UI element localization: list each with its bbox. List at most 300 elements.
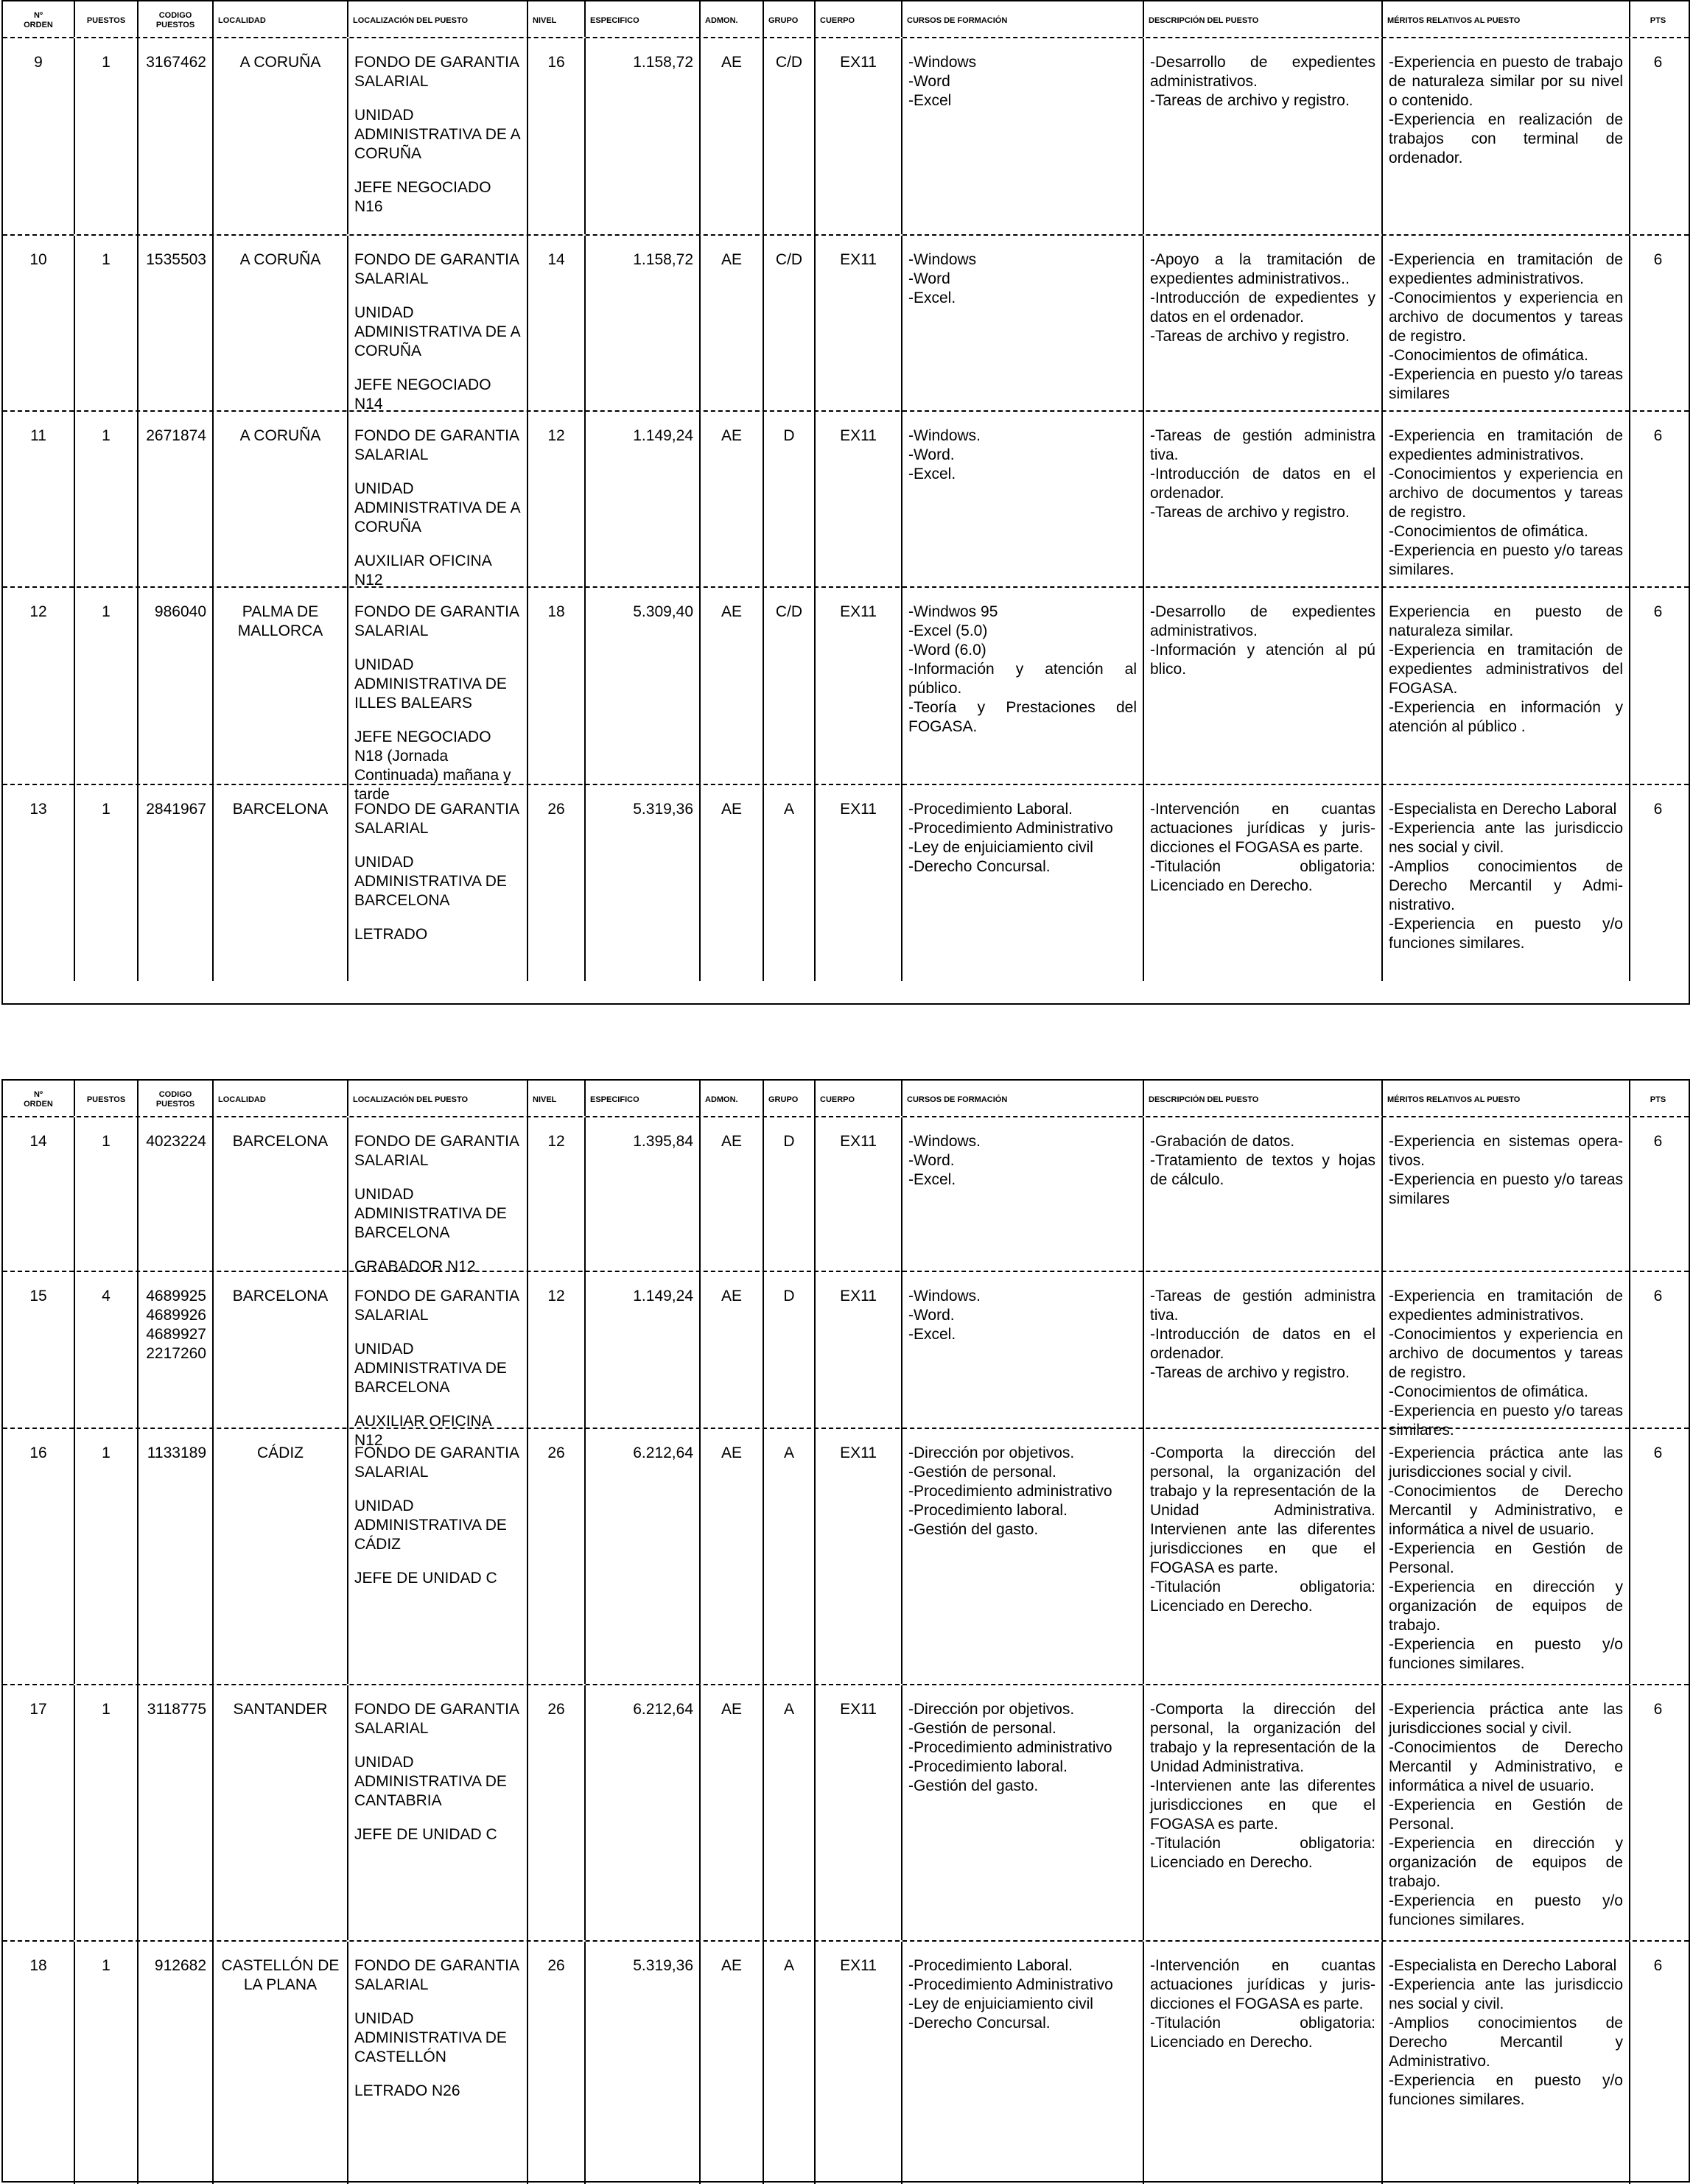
cuerpo-cell — [816, 1272, 902, 1453]
meritos-cell — [1383, 412, 1630, 593]
puestos-cell — [75, 1685, 139, 1940]
grupo-cell — [764, 588, 816, 807]
orden-value: 9 — [34, 54, 43, 71]
header-cuerpo: CUERPO — [816, 1081, 902, 1116]
puestos-value: 1 — [102, 603, 111, 620]
especifico-value: 1.395,84 — [633, 1133, 693, 1150]
header-localidad: LOCALIDAD — [214, 1081, 348, 1116]
cursos-cell — [902, 1117, 1144, 1279]
orden-cell — [3, 1685, 75, 1940]
localizacion-puesto: JEFE DE UNIDAD C — [354, 1826, 497, 1843]
descripcion-item: -Titulación obligatoria: Licenciado en Derecho. — [1150, 858, 1375, 894]
codigo-cell — [139, 38, 214, 234]
merito-item: -Conocimientos de ofimática. — [1389, 523, 1588, 540]
codigo-cell — [139, 1942, 214, 2184]
orden-value: 14 — [29, 1133, 47, 1150]
meritos-cell — [1383, 236, 1630, 417]
especifico-value: 5.319,36 — [633, 801, 693, 818]
localizacion-cell — [348, 1117, 528, 1279]
nivel-value: 26 — [547, 1701, 565, 1718]
descripcion-item: -Comporta la dirección del personal, la organización del trabajo y la representación de la Unidad Administrativa. — [1150, 1701, 1375, 1775]
table-row — [3, 236, 1689, 412]
codigo-value: 986040 — [154, 603, 206, 620]
especifico-cell — [586, 1429, 701, 1684]
localidad-cell — [214, 785, 348, 981]
especifico-value: 1.149,24 — [633, 1288, 693, 1305]
descripcion-item: -Apoyo a la tramitación de expedientes administrativos.. — [1150, 251, 1375, 287]
pts-value: 6 — [1653, 1957, 1663, 1974]
header-codigo: CODIGO PUESTOS — [139, 1, 214, 37]
admon-cell — [701, 1942, 764, 2184]
pts-value: 6 — [1653, 251, 1663, 268]
curso-item: -Windwos 95 — [908, 603, 998, 620]
orden-cell — [3, 236, 75, 417]
grupo-cell — [764, 1685, 816, 1940]
puestos-value: 1 — [102, 54, 111, 71]
descripcion-item: -Desarrollo de expedientes administrativos. — [1150, 603, 1375, 639]
admon-value: AE — [721, 801, 742, 818]
curso-item: -Procedimiento administrativo — [908, 1739, 1112, 1756]
curso-item: -Ley de enjuiciamiento civil — [908, 839, 1093, 856]
localizacion-cell — [348, 1942, 528, 2184]
curso-item: -Procedimiento Laboral. — [908, 801, 1073, 818]
nivel-cell — [528, 1117, 586, 1279]
grupo-value: A — [783, 801, 794, 818]
localidad-cell — [214, 412, 348, 593]
orden-value: 15 — [29, 1288, 47, 1305]
localizacion-cell — [348, 1429, 528, 1684]
localizacion-unidad: UNIDAD ADMINISTRATIVA DE CANTABRIA — [354, 1754, 507, 1809]
pts-cell — [1630, 785, 1686, 981]
merito-item: -Experiencia en puesto y/o funciones similares. — [1389, 2072, 1623, 2108]
descripcion-cell — [1144, 236, 1383, 417]
orden-value: 18 — [29, 1957, 47, 1974]
merito-item: -Conocimientos y experiencia en archivo de documentos y tareas de registro. — [1389, 1326, 1623, 1381]
codigo-value: 2671874 — [146, 427, 206, 444]
codigo-value: 4689927 — [146, 1326, 206, 1343]
codigo-cell — [139, 236, 214, 417]
header-grupo: GRUPO — [764, 1, 816, 37]
pts-value: 6 — [1653, 1701, 1663, 1718]
puestos-value: 1 — [102, 1133, 111, 1150]
nivel-cell — [528, 412, 586, 593]
curso-item: -Excel. — [908, 1326, 956, 1343]
cursos-cell — [902, 1429, 1144, 1684]
localidad-cell — [214, 1272, 348, 1453]
pts-value: 6 — [1653, 603, 1663, 620]
curso-item: -Windows. — [908, 1133, 981, 1150]
merito-item: -Experiencia en tramitación de expedientes administrativos. — [1389, 427, 1623, 463]
codigo-cell — [139, 1117, 214, 1279]
nivel-value: 16 — [547, 54, 565, 71]
codigo-cell — [139, 1429, 214, 1684]
cursos-cell — [902, 785, 1144, 981]
codigo-value: 2217260 — [146, 1345, 206, 1362]
descripcion-cell — [1144, 1272, 1383, 1453]
admon-cell — [701, 1685, 764, 1940]
localizacion-puesto: AUXILIAR OFICINA N12 — [354, 1413, 491, 1449]
localizacion-organismo: FONDO DE GARANTIA SALARIAL — [354, 603, 519, 639]
descripcion-cell — [1144, 588, 1383, 807]
localidad-value: A CORUÑA — [239, 54, 321, 71]
grupo-cell — [764, 1117, 816, 1279]
especifico-cell — [586, 1685, 701, 1940]
localizacion-unidad: UNIDAD ADMINISTRATIVA DE A CORUÑA — [354, 304, 520, 359]
puestos-value: 1 — [102, 251, 111, 268]
admon-value: AE — [721, 1444, 742, 1461]
nivel-value: 26 — [547, 1957, 565, 1974]
localidad-value: CÁDIZ — [257, 1444, 304, 1461]
cuerpo-value: EX11 — [840, 1444, 877, 1461]
cuerpo-cell — [816, 38, 902, 234]
codigo-value: 4023224 — [146, 1133, 206, 1150]
localizacion-organismo: FONDO DE GARANTIA SALARIAL — [354, 1288, 519, 1324]
meritos-cell — [1383, 1117, 1630, 1279]
pts-cell — [1630, 588, 1686, 807]
nivel-value: 12 — [547, 427, 565, 444]
header-cursos: CURSOS DE FORMACIÓN — [902, 1081, 1144, 1116]
localizacion-cell — [348, 1272, 528, 1453]
orden-cell — [3, 38, 75, 234]
header-localidad: LOCALIDAD — [214, 1, 348, 37]
descripcion-cell — [1144, 1942, 1383, 2184]
header-admon: ADMON. — [701, 1, 764, 37]
grupo-cell — [764, 1942, 816, 2184]
header-puestos: PUESTOS — [75, 1081, 139, 1116]
table-page-2 — [1, 1079, 1690, 2183]
puestos-value: 1 — [102, 1957, 111, 1974]
puestos-cell — [75, 588, 139, 807]
pts-cell — [1630, 1685, 1686, 1940]
localidad-value: CASTELLÓN DE LA PLANA — [221, 1957, 340, 1993]
header-especifico: ESPECIFICO — [586, 1, 701, 37]
table-row — [3, 38, 1689, 236]
header-orden: Nº ORDEN — [3, 1081, 75, 1116]
admon-value: AE — [721, 603, 742, 620]
header-grupo: GRUPO — [764, 1081, 816, 1116]
merito-item: -Conocimientos y experiencia en archivo de documentos y tareas de registro. — [1389, 289, 1623, 345]
puestos-value: 1 — [102, 427, 111, 444]
merito-item: -Conocimientos de Derecho Mercantil y Administrativo, e informática a nivel de usuario. — [1389, 1483, 1623, 1538]
header-descripcion: DESCRIPCIÓN DEL PUESTO — [1144, 1081, 1383, 1116]
cursos-cell — [902, 1685, 1144, 1940]
puestos-value: 1 — [102, 801, 111, 818]
especifico-cell — [586, 412, 701, 593]
descripcion-item: -Tareas de archivo y registro. — [1150, 328, 1350, 345]
curso-item: -Ley de enjuiciamiento civil — [908, 1995, 1093, 2012]
localizacion-organismo: FONDO DE GARANTIA SALARIAL — [354, 251, 519, 287]
meritos-cell — [1383, 1942, 1630, 2184]
puestos-cell — [75, 1272, 139, 1453]
puestos-cell — [75, 236, 139, 417]
descripcion-item: -Introducción de datos en el ordenador. — [1150, 466, 1375, 502]
puestos-cell — [75, 785, 139, 981]
cuerpo-value: EX11 — [840, 603, 877, 620]
localizacion-organismo: FONDO DE GARANTIA SALARIAL — [354, 54, 519, 90]
merito-item: -Experiencia en puesto y/o funciones similares. — [1389, 1636, 1623, 1672]
cuerpo-value: EX11 — [840, 1133, 877, 1150]
localizacion-cell — [348, 785, 528, 981]
nivel-cell — [528, 1685, 586, 1940]
header-puestos: PUESTOS — [75, 1, 139, 37]
descripcion-item: -Intervención en cuantas actuaciones jurídicas y juris- dicciones el FOGASA es parte. — [1150, 801, 1375, 856]
table-header — [3, 1, 1689, 38]
orden-value: 12 — [29, 603, 47, 620]
pts-value: 6 — [1653, 1444, 1663, 1461]
curso-item: -Word (6.0) — [908, 642, 986, 659]
especifico-value: 6.212,64 — [633, 1701, 693, 1718]
grupo-value: D — [783, 1288, 795, 1305]
cuerpo-cell — [816, 785, 902, 981]
localidad-cell — [214, 1685, 348, 1940]
meritos-cell — [1383, 785, 1630, 981]
grupo-value: A — [783, 1444, 794, 1461]
orden-cell — [3, 588, 75, 807]
especifico-value: 6.212,64 — [633, 1444, 693, 1461]
especifico-value: 1.158,72 — [633, 54, 693, 71]
curso-item: -Dirección por objetivos. — [908, 1701, 1075, 1718]
header-orden: Nº ORDEN — [3, 1, 75, 37]
grupo-value: C/D — [775, 603, 803, 620]
merito-item: -Conocimientos de Derecho Mercantil y Administrativo, e informática a nivel de usuario. — [1389, 1739, 1623, 1794]
curso-item: -Dirección por objetivos. — [908, 1444, 1075, 1461]
localizacion-organismo: FONDO DE GARANTIA SALARIAL — [354, 427, 519, 463]
descripcion-cell — [1144, 1685, 1383, 1940]
especifico-cell — [586, 1117, 701, 1279]
orden-value: 11 — [30, 427, 46, 444]
table-row — [3, 1117, 1689, 1275]
merito-item: -Amplios conocimientos de Derecho Mercantil y Administrativo. — [1389, 2015, 1623, 2070]
puestos-value: 4 — [102, 1288, 111, 1305]
meritos-cell — [1383, 1272, 1630, 1453]
curso-item: -Excel. — [908, 1171, 956, 1188]
admon-value: AE — [721, 1701, 742, 1718]
descripcion-item: -Tareas de gestión administra tiva. — [1150, 427, 1375, 463]
localidad-cell — [214, 38, 348, 234]
curso-item: -Gestión del gasto. — [908, 1521, 1039, 1538]
table-row — [3, 785, 1689, 981]
merito-item: -Experiencia ante las jurisdiccio nes social y civil. — [1389, 1976, 1623, 2012]
descripcion-item: -Tareas de archivo y registro. — [1150, 1364, 1350, 1381]
localidad-value: BARCELONA — [232, 1133, 329, 1150]
curso-item: -Gestión de personal. — [908, 1720, 1056, 1737]
puestos-value: 1 — [102, 1444, 111, 1461]
admon-cell — [701, 588, 764, 807]
merito-item: -Experiencia en puesto y/o tareas similares — [1389, 366, 1623, 402]
localizacion-unidad: UNIDAD ADMINISTRATIVA DE BARCELONA — [354, 1186, 507, 1241]
pts-value: 6 — [1653, 427, 1663, 444]
nivel-value: 26 — [547, 801, 565, 818]
table-page-1 — [1, 0, 1690, 1005]
puestos-cell — [75, 1117, 139, 1279]
pts-cell — [1630, 1942, 1686, 2184]
admon-value: AE — [721, 1133, 742, 1150]
localizacion-unidad: UNIDAD ADMINISTRATIVA DE CÁDIZ — [354, 1497, 507, 1553]
orden-cell — [3, 1117, 75, 1279]
merito-item: -Experiencia en puesto y/o tareas similares. — [1389, 542, 1623, 578]
admon-value: AE — [721, 54, 742, 71]
cuerpo-value: EX11 — [840, 54, 877, 71]
cursos-cell — [902, 412, 1144, 593]
codigo-value: 2841967 — [146, 801, 206, 818]
nivel-value: 12 — [547, 1133, 565, 1150]
descripcion-item: -Información y atención al pú blico. — [1150, 642, 1375, 678]
puestos-cell — [75, 1429, 139, 1684]
header-descripcion: DESCRIPCIÓN DEL PUESTO — [1144, 1, 1383, 37]
codigo-cell — [139, 785, 214, 981]
pts-cell — [1630, 236, 1686, 417]
cuerpo-cell — [816, 236, 902, 417]
merito-item: -Amplios conocimientos de Derecho Mercantil y Admi- nistrativo. — [1389, 858, 1623, 913]
localidad-value: BARCELONA — [232, 801, 329, 818]
nivel-cell — [528, 38, 586, 234]
descripcion-item: -Tratamiento de textos y hojas de cálculo. — [1150, 1152, 1375, 1188]
localizacion-unidad: UNIDAD ADMINISTRATIVA DE BARCELONA — [354, 854, 507, 909]
pts-cell — [1630, 1117, 1686, 1279]
descripcion-item: -Intervienen ante las diferentes jurisdicciones en que el FOGASA es parte. — [1150, 1777, 1375, 1833]
table-row — [3, 1429, 1689, 1685]
pts-cell — [1630, 38, 1686, 234]
admon-value: AE — [721, 251, 742, 268]
meritos-cell — [1383, 38, 1630, 234]
grupo-cell — [764, 412, 816, 593]
nivel-cell — [528, 1942, 586, 2184]
curso-item: -Procedimiento Administrativo — [908, 1976, 1113, 1993]
descripcion-item: -Intervención en cuantas actuaciones jurídicas y juris- dicciones el FOGASA es parte. — [1150, 1957, 1375, 2012]
curso-item: -Gestión de personal. — [908, 1464, 1056, 1481]
meritos-cell — [1383, 1685, 1630, 1940]
merito-item: -Experiencia en realización de trabajos con terminal de ordenador. — [1389, 111, 1623, 166]
curso-item: -Información y atención al público. — [908, 661, 1137, 697]
header-cuerpo: CUERPO — [816, 1, 902, 37]
header-admon: ADMON. — [701, 1081, 764, 1116]
cuerpo-value: EX11 — [840, 801, 877, 818]
localidad-cell — [214, 1117, 348, 1279]
header-especifico: ESPECIFICO — [586, 1081, 701, 1116]
descripcion-item: -Introducción de datos en el ordenador. — [1150, 1326, 1375, 1362]
descripcion-item: -Titulación obligatoria: Licenciado en Derecho. — [1150, 1579, 1375, 1615]
localizacion-cell — [348, 38, 528, 234]
especifico-cell — [586, 236, 701, 417]
grupo-cell — [764, 38, 816, 234]
header-pts: PTS — [1650, 15, 1666, 25]
puestos-cell — [75, 1942, 139, 2184]
merito-item: -Experiencia en sistemas opera- tivos. — [1389, 1133, 1623, 1169]
localizacion-organismo: FONDO DE GARANTIA SALARIAL — [354, 1957, 519, 1993]
localizacion-cell — [348, 236, 528, 417]
merito-item: -Especialista en Derecho Laboral — [1389, 1957, 1617, 1974]
localidad-cell — [214, 236, 348, 417]
grupo-value: D — [783, 427, 795, 444]
especifico-value: 1.149,24 — [633, 427, 693, 444]
curso-item: -Procedimiento laboral. — [908, 1758, 1068, 1775]
grupo-cell — [764, 1272, 816, 1453]
especifico-cell — [586, 588, 701, 807]
nivel-cell — [528, 588, 586, 807]
curso-item: -Word. — [908, 1307, 955, 1324]
merito-item: -Experiencia en tramitación de expedientes administrativos. — [1389, 1288, 1623, 1324]
descripcion-cell — [1144, 785, 1383, 981]
orden-value: 13 — [29, 801, 47, 818]
admon-value: AE — [721, 1288, 742, 1305]
curso-item: -Excel. — [908, 466, 956, 482]
localizacion-puesto: GRABADOR N12 — [354, 1258, 476, 1275]
codigo-value: 3118775 — [147, 1701, 206, 1718]
orden-cell — [3, 785, 75, 981]
header-localizacion: LOCALIZACIÓN DEL PUESTO — [348, 1, 528, 37]
orden-cell — [3, 412, 75, 593]
curso-item: -Procedimiento administrativo — [908, 1483, 1112, 1500]
localizacion-cell — [348, 1685, 528, 1940]
curso-item: -Windows. — [908, 427, 981, 444]
descripcion-item: -Tareas de archivo y registro. — [1150, 504, 1350, 521]
orden-value: 16 — [29, 1444, 47, 1461]
nivel-cell — [528, 785, 586, 981]
header-codigo: CODIGO PUESTOS — [139, 1081, 214, 1116]
especifico-cell — [586, 1272, 701, 1453]
admon-value: AE — [721, 1957, 742, 1974]
localidad-cell — [214, 1429, 348, 1684]
pts-value: 6 — [1653, 54, 1663, 71]
merito-item: -Experiencia en tramitación de expedientes administrativos. — [1389, 251, 1623, 287]
localizacion-unidad: UNIDAD ADMINISTRATIVA DE CASTELLÓN — [354, 2010, 507, 2065]
orden-cell — [3, 1272, 75, 1453]
descripcion-item: -Introducción de expedientes y datos en el ordenador. — [1150, 289, 1375, 326]
merito-item: -Experiencia en dirección y organización de equipos de trabajo. — [1389, 1579, 1623, 1634]
merito-item: -Experiencia práctica ante las jurisdicciones social y civil. — [1389, 1701, 1623, 1737]
descripcion-cell — [1144, 1429, 1383, 1684]
especifico-cell — [586, 38, 701, 234]
codigo-value: 4689925 — [146, 1288, 206, 1305]
codigo-value: 3167462 — [146, 54, 206, 71]
cuerpo-cell — [816, 412, 902, 593]
codigo-cell — [139, 588, 214, 807]
localizacion-unidad: UNIDAD ADMINISTRATIVA DE A CORUÑA — [354, 480, 520, 536]
admon-cell — [701, 412, 764, 593]
localizacion-puesto: LETRADO — [354, 926, 428, 943]
curso-item: -Excel — [908, 92, 952, 109]
meritos-cell — [1383, 1429, 1630, 1684]
localizacion-puesto: JEFE NEGOCIADO N16 — [354, 179, 491, 215]
localidad-value: PALMA DE MALLORCA — [237, 603, 323, 639]
localidad-cell — [214, 1942, 348, 2184]
codigo-cell — [139, 412, 214, 593]
cuerpo-value: EX11 — [840, 427, 877, 444]
merito-item: -Experiencia en dirección y organización de equipos de trabajo. — [1389, 1835, 1623, 1890]
merito-item: -Conocimientos de ofimática. — [1389, 1383, 1588, 1400]
nivel-value: 12 — [547, 1288, 565, 1305]
curso-item: -Word — [908, 270, 950, 287]
especifico-value: 5.319,36 — [633, 1957, 693, 1974]
curso-item: -Procedimiento Administrativo — [908, 820, 1113, 837]
curso-item: -Word. — [908, 446, 955, 463]
codigo-cell — [139, 1272, 214, 1453]
localizacion-unidad: UNIDAD ADMINISTRATIVA DE ILLES BALEARS — [354, 656, 507, 712]
orden-cell — [3, 1429, 75, 1684]
merito-item: -Experiencia en puesto y/o tareas similares — [1389, 1171, 1623, 1207]
pts-value: 6 — [1653, 1133, 1663, 1150]
localidad-value: BARCELONA — [232, 1288, 329, 1305]
localidad-value: SANTANDER — [233, 1701, 328, 1718]
localizacion-unidad: UNIDAD ADMINISTRATIVA DE BARCELONA — [354, 1341, 507, 1396]
localizacion-puesto: JEFE DE UNIDAD C — [354, 1570, 497, 1587]
curso-item: -Word. — [908, 1152, 955, 1169]
header-pts: PTS — [1650, 1095, 1666, 1104]
localidad-cell — [214, 588, 348, 807]
merito-item: -Experiencia en puesto de trabajo de naturaleza similar por su nivel o contenido. — [1389, 54, 1623, 109]
puestos-cell — [75, 38, 139, 234]
merito-item: -Conocimientos de ofimática. — [1389, 347, 1588, 364]
